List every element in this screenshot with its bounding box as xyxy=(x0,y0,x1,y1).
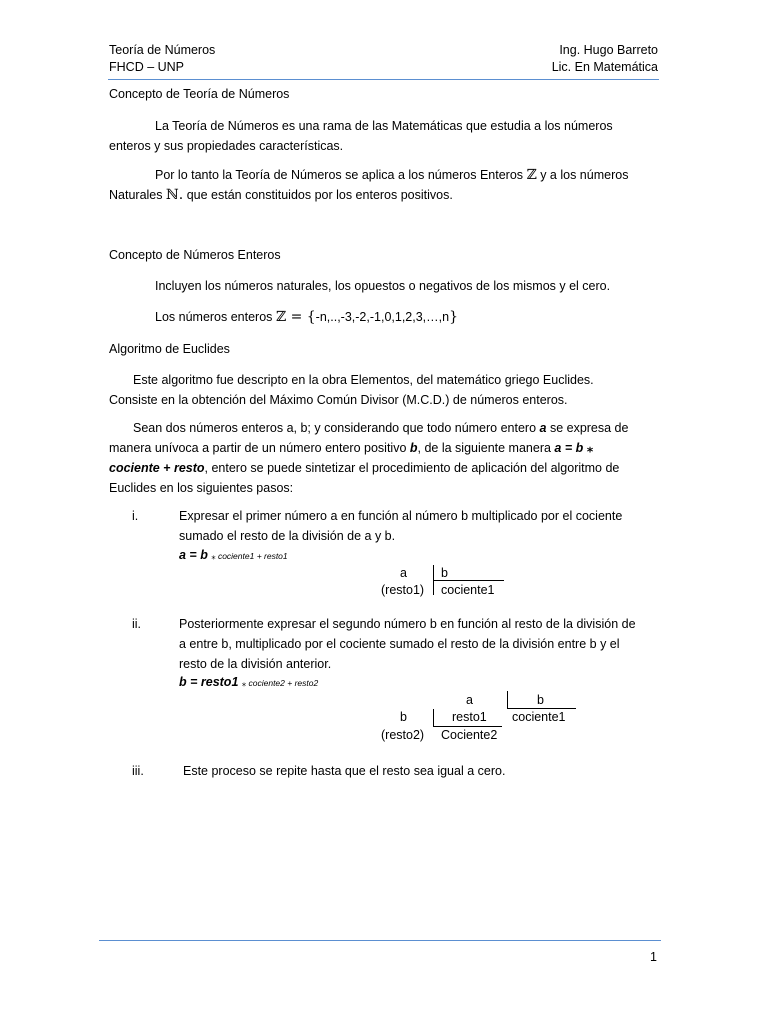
text-run: , de la siguiente manera xyxy=(417,441,555,455)
footer-divider xyxy=(99,940,661,941)
text-line: Expresar el primer número a en función al número b multiplicado por el cociente xyxy=(179,509,623,523)
formula-cociente-resto: cociente + resto xyxy=(109,461,205,475)
header-right-line2: Lic. En Matemática xyxy=(551,60,658,74)
paragraph-teoria-1 xyxy=(109,116,669,156)
text-run: manera unívoca a partir de un número entero positivo xyxy=(109,441,410,455)
paragraph-euclides-2 xyxy=(109,418,669,498)
formula-main: a = b xyxy=(179,548,208,562)
div-i-horizontal-bar xyxy=(433,580,504,581)
div-ii-resto1: resto1 xyxy=(452,710,487,724)
div-ii-top-a: a xyxy=(466,693,473,707)
section-heading-euclides: Algoritmo de Euclides xyxy=(109,342,230,356)
div-ii-top-vertical-bar xyxy=(507,691,508,709)
text-line xyxy=(109,458,669,478)
integers-set-elements: -n,..,-3,-2,-1,0,1,2,3,…,n xyxy=(315,310,450,324)
formula-main: b = resto1 xyxy=(179,675,239,689)
text-line xyxy=(109,438,669,458)
step-i-text xyxy=(179,506,669,546)
paragraph-enteros-2 xyxy=(155,310,458,324)
div-ii-cociente1: cociente1 xyxy=(512,710,566,724)
step-number-i: i. xyxy=(132,509,139,523)
formula-star: ⁎ xyxy=(583,441,594,455)
text-line: enteros y sus propiedades características. xyxy=(109,139,344,153)
text-run: Naturales xyxy=(109,188,166,202)
div-ii-quotient: Cociente2 xyxy=(441,728,498,742)
formula-small: ⁎ cociente2 + resto2 xyxy=(241,678,319,688)
header-left-line1: Teoría de Números xyxy=(109,43,216,57)
text-run: Los números enteros xyxy=(155,310,276,324)
text-run: Por lo tanto la Teoría de Números se aplica a los números Enteros xyxy=(155,168,527,182)
div-ii-b: b xyxy=(400,710,407,724)
text-run: que están constituidos por los enteros positivos. xyxy=(183,188,453,202)
div-i-quotient: cociente1 xyxy=(441,583,495,597)
paragraph-teoria-2 xyxy=(109,165,669,205)
step-iii-text: Este proceso se repite hasta que el resto sea igual a cero. xyxy=(183,764,506,778)
div-ii-vertical-bar xyxy=(433,709,434,727)
text-line: Este algoritmo fue descripto en la obra Elementos, del matemático griego Euclides. xyxy=(133,373,594,387)
div-i-remainder: (resto1) xyxy=(381,583,425,597)
div-ii-remainder: (resto2) xyxy=(381,728,425,742)
step-ii-formula xyxy=(179,676,318,689)
div-i-divisor: b xyxy=(441,566,448,580)
paragraph-euclides-1 xyxy=(109,370,669,410)
div-ii-top-horizontal-bar xyxy=(507,708,576,709)
integers-set-open: ℤ = { xyxy=(275,309,316,325)
naturals-symbol: ℕ. xyxy=(165,187,184,203)
text-line: Posteriormente expresar el segundo número b en función al resto de la división de xyxy=(179,617,636,631)
text-run: y a los números xyxy=(536,168,629,182)
text-line xyxy=(109,185,669,205)
div-ii-horizontal-bar xyxy=(433,726,502,727)
formula-small: ⁎ cociente1 + resto1 xyxy=(211,551,288,561)
text-line: resto de la división anterior. xyxy=(179,657,332,671)
text-run: , entero se puede sintetizar el procedimiento de aplicación del algoritmo de xyxy=(204,461,620,475)
text-line: Consiste en la obtención del Máximo Común Divisor (M.C.D.) de números enteros. xyxy=(109,393,568,407)
page-number: 1 xyxy=(650,950,657,964)
text-line: sumado el resto de la división de a y b. xyxy=(179,529,396,543)
step-i-formula xyxy=(179,549,288,562)
integers-symbol: ℤ xyxy=(526,167,537,183)
text-run: Sean dos números enteros a, b; y considerando que todo número entero xyxy=(133,421,540,435)
text-line: La Teoría de Números es una rama de las Matemáticas que estudia a los números xyxy=(155,119,613,133)
section-heading-teoria: Concepto de Teoría de Números xyxy=(109,87,290,101)
formula-a-equals-b: a = b xyxy=(554,441,584,455)
integers-set-close: } xyxy=(449,309,458,325)
paragraph-enteros-1: Incluyen los números naturales, los opuestos o negativos de los mismos y el cero. xyxy=(155,279,611,293)
header-left-line2: FHCD – UNP xyxy=(109,60,185,74)
variable-b: b xyxy=(409,441,418,455)
div-ii-top-b: b xyxy=(537,693,544,707)
text-line: Euclides en los siguientes pasos: xyxy=(109,481,294,495)
text-run: se expresa de xyxy=(546,421,629,435)
step-number-iii: iii. xyxy=(132,764,144,778)
text-line: a entre b, multiplicado por el cociente sumado el resto de la división entre b y el xyxy=(179,637,620,651)
header-divider xyxy=(108,79,659,80)
step-number-ii: ii. xyxy=(132,617,142,631)
variable-a: a xyxy=(539,421,547,435)
text-line xyxy=(109,165,669,185)
div-i-dividend: a xyxy=(400,566,407,580)
section-heading-enteros: Concepto de Números Enteros xyxy=(109,248,281,262)
text-line xyxy=(109,418,669,438)
step-ii-text xyxy=(179,614,669,674)
header-right-line1: Ing. Hugo Barreto xyxy=(559,43,658,57)
